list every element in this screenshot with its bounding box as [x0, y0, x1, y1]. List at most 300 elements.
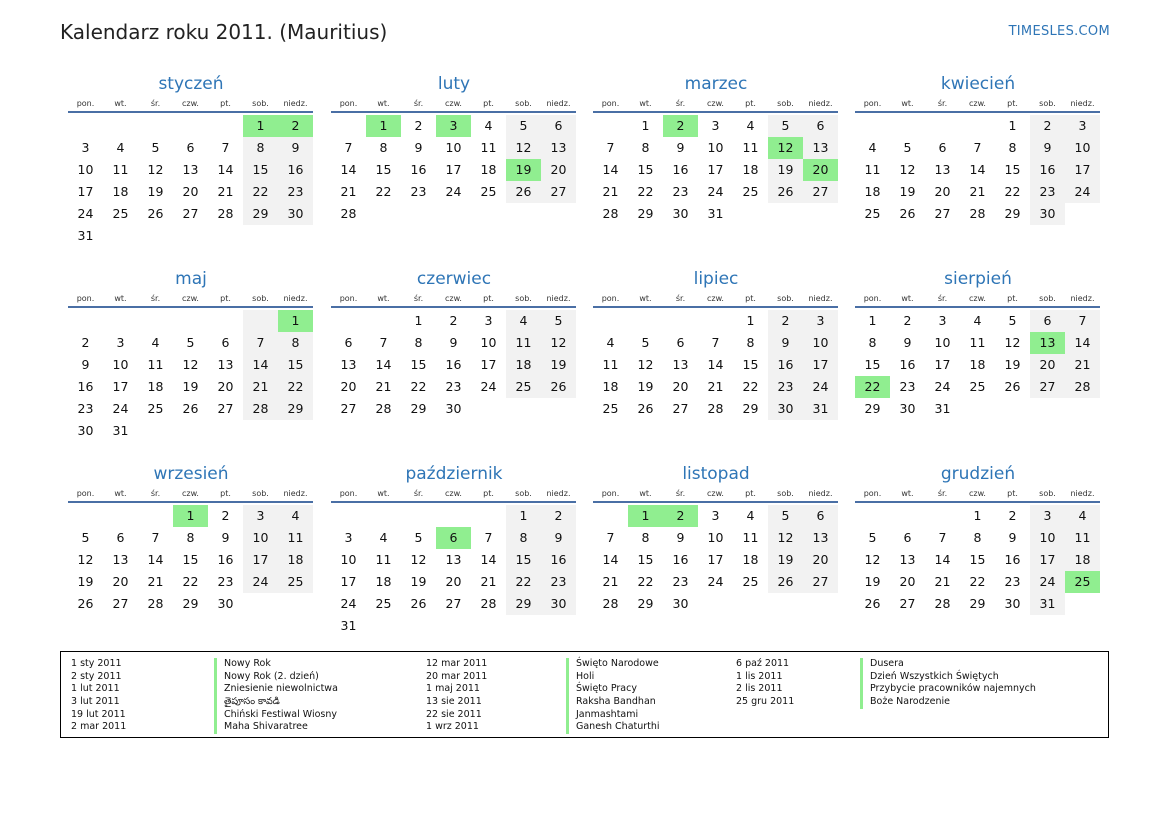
- day-cell: 15: [1004, 162, 1021, 177]
- weekday-header: pt.: [733, 97, 768, 113]
- day-cell: 30: [445, 401, 462, 416]
- day-cell: 18: [742, 552, 759, 567]
- day-cell: 24: [1030, 571, 1065, 593]
- weekday-header: niedz.: [278, 487, 313, 503]
- day-cell: 12: [182, 357, 199, 372]
- day-cell: 27: [445, 596, 462, 611]
- day-cell: 26: [182, 401, 199, 416]
- day-cell: 14: [602, 162, 619, 177]
- weekday-header: niedz.: [803, 97, 838, 113]
- legend-row: [71, 721, 411, 734]
- day-cell: 24: [707, 574, 724, 589]
- day-cell: 12: [768, 527, 803, 549]
- day-cell: 11: [1065, 527, 1100, 549]
- day-cell: 29: [1004, 206, 1021, 221]
- day-cell: 11: [112, 162, 129, 177]
- day-cell: 11: [864, 162, 881, 177]
- weekday-header: pt.: [995, 97, 1030, 113]
- month-grid: [331, 292, 576, 420]
- month-name: luty: [437, 74, 471, 94]
- day-cell: 7: [151, 530, 160, 545]
- day-cell: 16: [1030, 159, 1065, 181]
- day-cell: 13: [182, 162, 199, 177]
- day-cell: 21: [340, 184, 357, 199]
- weekday-header: niedz.: [1065, 292, 1100, 308]
- day-cell: 5: [868, 530, 877, 545]
- day-cell: 23: [768, 376, 803, 398]
- empty-day-cell: [401, 505, 436, 527]
- legend-row: [71, 683, 411, 696]
- day-cell: 1: [868, 313, 877, 328]
- day-cell: 4: [1065, 505, 1100, 527]
- empty-day-cell: [103, 310, 138, 332]
- day-cell: 17: [707, 552, 724, 567]
- day-cell: 12: [506, 137, 541, 159]
- weekday-header: śr.: [663, 487, 698, 503]
- day-cell: 3: [344, 530, 353, 545]
- day-cell: 24: [803, 376, 838, 398]
- day-cell: 15: [969, 552, 986, 567]
- day-cell: 27: [803, 181, 838, 203]
- day-cell: 25: [742, 184, 759, 199]
- weekday-header: wt.: [890, 487, 925, 503]
- day-cell: 18: [147, 379, 164, 394]
- month-calendar: [68, 267, 314, 442]
- empty-day-cell: [103, 505, 138, 527]
- day-cell: 22: [742, 379, 759, 394]
- day-cell: 19: [864, 574, 881, 589]
- empty-day-cell: [628, 310, 663, 332]
- holiday-day-cell: 20: [803, 159, 838, 181]
- day-cell: 19: [77, 574, 94, 589]
- day-cell: 20: [217, 379, 234, 394]
- weekday-header: pon.: [593, 292, 628, 308]
- day-cell: 25: [864, 206, 881, 221]
- day-cell: 9: [768, 332, 803, 354]
- month-name: czerwiec: [416, 269, 492, 289]
- day-cell: 7: [243, 332, 278, 354]
- day-cell: 29: [243, 203, 278, 225]
- day-cell: 27: [934, 206, 951, 221]
- day-cell: 25: [375, 596, 392, 611]
- holiday-date: 22 sie 2011: [426, 708, 482, 720]
- month-grid: [331, 97, 576, 225]
- day-cell: 26: [637, 401, 654, 416]
- day-cell: 17: [445, 162, 462, 177]
- day-cell: 18: [864, 184, 881, 199]
- day-cell: 29: [410, 401, 427, 416]
- page-title: Kalendarz roku 2011. (Mauritius): [60, 20, 388, 44]
- day-cell: 17: [803, 354, 838, 376]
- day-cell: 6: [541, 115, 576, 137]
- day-cell: 5: [1008, 313, 1017, 328]
- holiday-date: 2 mar 2011: [71, 721, 127, 733]
- day-cell: 18: [742, 162, 759, 177]
- empty-day-cell: [208, 115, 243, 137]
- empty-day-cell: [698, 310, 733, 332]
- weekday-header: niedz.: [541, 97, 576, 113]
- day-cell: 28: [934, 596, 951, 611]
- month-grid: [68, 292, 313, 442]
- day-cell: 11: [742, 140, 759, 155]
- day-cell: 28: [602, 596, 619, 611]
- empty-day-cell: [855, 115, 890, 137]
- day-cell: 14: [934, 552, 951, 567]
- day-cell: 5: [506, 115, 541, 137]
- empty-day-cell: [890, 115, 925, 137]
- weekday-header: niedz.: [278, 97, 313, 113]
- day-cell: 5: [903, 140, 912, 155]
- legend-row: [426, 721, 766, 734]
- day-cell: 8: [278, 332, 313, 354]
- day-cell: 21: [243, 376, 278, 398]
- day-cell: 8: [641, 140, 650, 155]
- empty-day-cell: [663, 310, 698, 332]
- weekday-header: śr.: [401, 97, 436, 113]
- day-cell: 1: [746, 313, 755, 328]
- day-cell: 26: [541, 376, 576, 398]
- legend-row: [426, 696, 766, 709]
- day-cell: 29: [864, 401, 881, 416]
- month-calendar: [855, 267, 1101, 420]
- day-cell: 3: [116, 335, 125, 350]
- weekday-header: pon.: [68, 292, 103, 308]
- day-cell: 16: [278, 159, 313, 181]
- weekday-header: pon.: [331, 97, 366, 113]
- holiday-name: తైపూసం కావడి: [214, 696, 280, 709]
- month-name: maj: [175, 269, 207, 289]
- day-cell: 30: [217, 596, 234, 611]
- day-cell: 14: [602, 552, 619, 567]
- month-grid: [855, 292, 1100, 420]
- month-name: styczeń: [158, 74, 224, 94]
- day-cell: 12: [637, 357, 654, 372]
- day-cell: 24: [243, 571, 278, 593]
- day-cell: 17: [112, 379, 129, 394]
- day-cell: 16: [217, 552, 234, 567]
- month-calendar: [331, 462, 577, 637]
- day-cell: 30: [1030, 203, 1065, 225]
- weekday-header: śr.: [401, 292, 436, 308]
- day-cell: 22: [637, 574, 654, 589]
- weekday-header: sob.: [768, 97, 803, 113]
- day-cell: 10: [112, 357, 129, 372]
- day-cell: 18: [375, 574, 392, 589]
- holiday-date: 1 sty 2011: [71, 658, 122, 669]
- weekday-header: pt.: [995, 487, 1030, 503]
- empty-day-cell: [593, 115, 628, 137]
- day-cell: 9: [541, 527, 576, 549]
- empty-day-cell: [103, 115, 138, 137]
- empty-day-cell: [331, 505, 366, 527]
- day-cell: 25: [506, 376, 541, 398]
- holiday-legend: [60, 651, 1109, 738]
- day-cell: 15: [506, 549, 541, 571]
- brand-logo[interactable]: TIMESLES.COM: [1008, 24, 1110, 39]
- day-cell: 6: [938, 140, 947, 155]
- weekday-header: śr.: [925, 97, 960, 113]
- weekday-header: pon.: [593, 487, 628, 503]
- empty-day-cell: [960, 115, 995, 137]
- day-cell: 10: [1030, 527, 1065, 549]
- day-cell: 22: [637, 184, 654, 199]
- day-cell: 20: [112, 574, 129, 589]
- legend-row: [71, 709, 411, 722]
- day-cell: 6: [344, 335, 353, 350]
- day-cell: 19: [637, 379, 654, 394]
- holiday-name: Zniesienie niewolnictwa: [214, 683, 338, 696]
- weekday-header: sob.: [1030, 292, 1065, 308]
- day-cell: 21: [602, 574, 619, 589]
- day-cell: 15: [243, 159, 278, 181]
- month-name: październik: [405, 464, 503, 484]
- holiday-name: Dusera: [860, 658, 904, 671]
- day-cell: 3: [1065, 115, 1100, 137]
- day-cell: 10: [707, 530, 724, 545]
- empty-day-cell: [925, 115, 960, 137]
- day-cell: 21: [1065, 354, 1100, 376]
- day-cell: 21: [375, 379, 392, 394]
- weekday-header: czw.: [960, 292, 995, 308]
- day-cell: 26: [864, 596, 881, 611]
- day-cell: 19: [182, 379, 199, 394]
- day-cell: 6: [803, 505, 838, 527]
- legend-row: [426, 709, 766, 722]
- legend-column: [71, 658, 411, 734]
- day-cell: 4: [506, 310, 541, 332]
- weekday-header: pt.: [208, 97, 243, 113]
- day-cell: 8: [506, 527, 541, 549]
- month-grid: [855, 487, 1100, 615]
- day-cell: 10: [340, 552, 357, 567]
- day-cell: 27: [340, 401, 357, 416]
- holiday-name: Święto Narodowe: [566, 658, 659, 671]
- holiday-day-cell: 1: [243, 115, 278, 137]
- holiday-name: Janmashtami: [566, 709, 638, 722]
- day-cell: 7: [344, 140, 353, 155]
- day-cell: 3: [938, 313, 947, 328]
- day-cell: 5: [768, 115, 803, 137]
- holiday-name: Chiński Festiwal Wiosny: [214, 709, 337, 722]
- day-cell: 16: [1004, 552, 1021, 567]
- empty-day-cell: [890, 505, 925, 527]
- day-cell: 12: [147, 162, 164, 177]
- weekday-header: pon.: [855, 292, 890, 308]
- day-cell: 29: [278, 398, 313, 420]
- month-grid: [855, 97, 1100, 225]
- holiday-day-cell: 6: [436, 527, 471, 549]
- day-cell: 14: [243, 354, 278, 376]
- day-cell: 16: [77, 379, 94, 394]
- weekday-header: wt.: [366, 292, 401, 308]
- holiday-day-cell: 3: [436, 115, 471, 137]
- day-cell: 17: [340, 574, 357, 589]
- empty-day-cell: [68, 505, 103, 527]
- weekday-header: wt.: [103, 97, 138, 113]
- month-grid: [68, 97, 313, 247]
- day-cell: 24: [340, 596, 357, 611]
- weekday-header: niedz.: [1065, 487, 1100, 503]
- legend-row: [426, 658, 766, 671]
- empty-day-cell: [138, 505, 173, 527]
- day-cell: 12: [1004, 335, 1021, 350]
- weekday-header: wt.: [366, 487, 401, 503]
- day-cell: 22: [506, 571, 541, 593]
- holiday-date: 2 sty 2011: [71, 670, 122, 682]
- day-cell: 24: [934, 379, 951, 394]
- weekday-header: wt.: [628, 487, 663, 503]
- day-cell: 13: [340, 357, 357, 372]
- day-cell: 29: [742, 401, 759, 416]
- weekday-header: czw.: [698, 487, 733, 503]
- day-cell: 31: [707, 206, 724, 221]
- day-cell: 26: [147, 206, 164, 221]
- holiday-day-cell: 22: [855, 376, 890, 398]
- day-cell: 18: [1065, 549, 1100, 571]
- weekday-header: czw.: [173, 292, 208, 308]
- day-cell: 9: [221, 530, 230, 545]
- holiday-name: Nowy Rok (2. dzień): [214, 671, 319, 684]
- month-calendar: [593, 267, 839, 420]
- day-cell: 4: [116, 140, 125, 155]
- day-cell: 23: [77, 401, 94, 416]
- weekday-header: wt.: [890, 97, 925, 113]
- day-cell: 30: [77, 423, 94, 438]
- legend-row: [426, 671, 766, 684]
- day-cell: 9: [676, 140, 685, 155]
- day-cell: 30: [541, 593, 576, 615]
- day-cell: 6: [186, 140, 195, 155]
- day-cell: 25: [602, 401, 619, 416]
- day-cell: 14: [480, 552, 497, 567]
- day-cell: 26: [768, 571, 803, 593]
- day-cell: 24: [77, 206, 94, 221]
- day-cell: 19: [1004, 357, 1021, 372]
- day-cell: 7: [484, 530, 493, 545]
- day-cell: 21: [707, 379, 724, 394]
- day-cell: 16: [672, 552, 689, 567]
- day-cell: 31: [1030, 593, 1065, 615]
- weekday-header: pt.: [471, 97, 506, 113]
- empty-day-cell: [138, 115, 173, 137]
- month-grid: [593, 97, 838, 225]
- day-cell: 2: [81, 335, 90, 350]
- day-cell: 23: [541, 571, 576, 593]
- day-cell: 7: [606, 530, 615, 545]
- day-cell: 21: [934, 574, 951, 589]
- day-cell: 8: [746, 335, 755, 350]
- day-cell: 17: [707, 162, 724, 177]
- day-cell: 21: [602, 184, 619, 199]
- empty-day-cell: [243, 310, 278, 332]
- day-cell: 9: [676, 530, 685, 545]
- day-cell: 21: [217, 184, 234, 199]
- weekday-header: niedz.: [1065, 97, 1100, 113]
- empty-day-cell: [331, 115, 366, 137]
- weekday-header: pon.: [68, 487, 103, 503]
- day-cell: 4: [484, 118, 493, 133]
- holiday-date: 3 lut 2011: [71, 696, 120, 708]
- holiday-name: Ganesh Chaturthi: [566, 721, 660, 734]
- day-cell: 14: [340, 162, 357, 177]
- weekday-header: sob.: [506, 487, 541, 503]
- day-cell: 17: [243, 549, 278, 571]
- day-cell: 20: [1030, 354, 1065, 376]
- day-cell: 17: [77, 184, 94, 199]
- weekday-header: pt.: [733, 292, 768, 308]
- day-cell: 6: [221, 335, 230, 350]
- holiday-name: Święto Pracy: [566, 683, 637, 696]
- day-cell: 22: [243, 181, 278, 203]
- day-cell: 25: [278, 571, 313, 593]
- day-cell: 9: [1008, 530, 1017, 545]
- empty-day-cell: [593, 310, 628, 332]
- day-cell: 11: [742, 530, 759, 545]
- weekday-header: czw.: [960, 487, 995, 503]
- holiday-day-cell: 12: [768, 137, 803, 159]
- weekday-header: pt.: [208, 487, 243, 503]
- day-cell: 14: [1065, 332, 1100, 354]
- holiday-day-cell: 1: [278, 310, 313, 332]
- day-cell: 22: [969, 574, 986, 589]
- weekday-header: wt.: [103, 292, 138, 308]
- weekday-header: czw.: [173, 487, 208, 503]
- empty-day-cell: [331, 310, 366, 332]
- day-cell: 31: [803, 398, 838, 420]
- empty-day-cell: [208, 310, 243, 332]
- day-cell: 27: [182, 206, 199, 221]
- weekday-header: sob.: [1030, 487, 1065, 503]
- day-cell: 30: [278, 203, 313, 225]
- weekday-header: niedz.: [541, 292, 576, 308]
- day-cell: 23: [445, 379, 462, 394]
- day-cell: 11: [375, 552, 392, 567]
- month-calendar: [68, 462, 314, 615]
- day-cell: 13: [112, 552, 129, 567]
- day-cell: 13: [217, 357, 234, 372]
- day-cell: 21: [480, 574, 497, 589]
- day-cell: 12: [864, 552, 881, 567]
- holiday-name: Holi: [566, 671, 594, 684]
- day-cell: 13: [803, 527, 838, 549]
- month-name: grudzień: [940, 464, 1016, 484]
- holiday-day-cell: 13: [1030, 332, 1065, 354]
- day-cell: 23: [672, 184, 689, 199]
- holiday-date: 13 sie 2011: [426, 696, 482, 708]
- month-grid: [593, 487, 838, 615]
- day-cell: 8: [868, 335, 877, 350]
- day-cell: 14: [969, 162, 986, 177]
- day-cell: 20: [803, 549, 838, 571]
- day-cell: 5: [151, 140, 160, 155]
- weekday-header: wt.: [890, 292, 925, 308]
- day-cell: 8: [641, 530, 650, 545]
- weekday-header: wt.: [366, 97, 401, 113]
- weekday-header: pon.: [68, 97, 103, 113]
- day-cell: 19: [899, 184, 916, 199]
- legend-column: [426, 658, 766, 734]
- day-cell: 23: [899, 379, 916, 394]
- day-cell: 11: [480, 140, 497, 155]
- day-cell: 11: [147, 357, 164, 372]
- day-cell: 26: [899, 206, 916, 221]
- day-cell: 24: [707, 184, 724, 199]
- day-cell: 26: [77, 596, 94, 611]
- day-cell: 28: [375, 401, 392, 416]
- legend-row: [736, 658, 1076, 671]
- holiday-day-cell: 1: [173, 505, 208, 527]
- day-cell: 14: [707, 357, 724, 372]
